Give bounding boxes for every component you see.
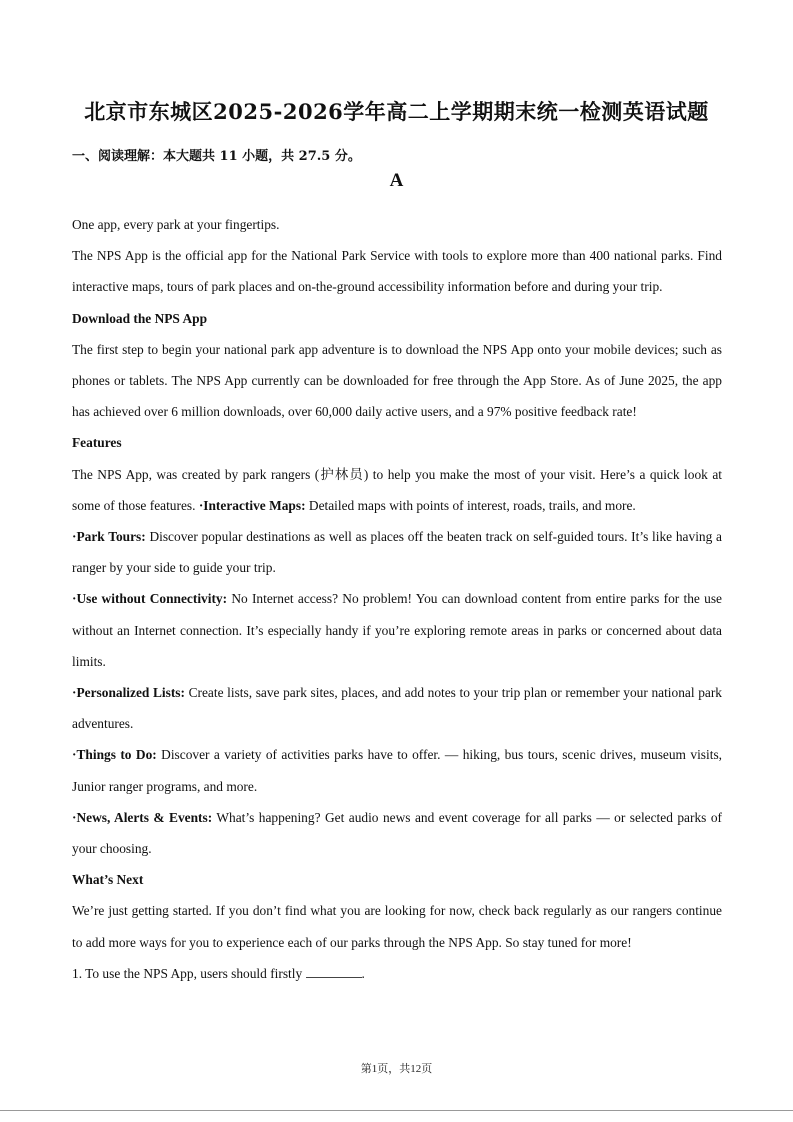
part-label: A <box>389 170 404 191</box>
paragraph-whats-next: We’re just getting started. If you don’t find what you are looking for now, check back regularly as our rangers continue to add more ways for you to experience each of our parks through the NPS App. So stay tuned for more! <box>72 903 722 950</box>
intro-line: One app, every park at your fingertips. <box>72 217 280 232</box>
feature-label: ·Park Tours: <box>72 529 146 545</box>
paragraph-features <box>72 459 722 521</box>
features-intro: The NPS App, was created by park rangers (护林员) to help you make the most of your visit. Here’s a quick look at some of those features. <box>72 466 722 513</box>
heading-features: Features <box>72 435 122 451</box>
page-divider <box>0 1110 793 1111</box>
feature-text: What’s happening? Get audio news and event coverage for all parks — or selected parks of your choosing. <box>72 809 722 857</box>
feature-label: ·News, Alerts & Events: <box>72 809 213 825</box>
feature-item <box>72 739 722 801</box>
heading-download: Download the NPS App <box>72 310 208 326</box>
heading-whats-next: What’s Next <box>72 872 144 888</box>
feature-label: ·Personalized Lists: <box>72 685 185 701</box>
feature-text: Detailed maps with points of interest, roads, trails, and more. <box>305 497 636 513</box>
paragraph-download: The first step to begin your national park app adventure is to download the NPS App onto your mobile devices; such as phones or tablets. The NPS App currently can be downloaded for free through the App Store. As of June 2025, the app has achieved over 6 million downloads, over 60,000 daily active users, and a 97% positive feedback rate! <box>72 341 722 420</box>
feature-text: Create lists, save park sites, places, and add notes to your trip plan or remember your national park adventures. <box>72 685 722 732</box>
feature-label: ·Use without Connectivity: <box>72 591 228 607</box>
feature-label: ·Things to Do: <box>72 747 157 763</box>
feature-text: No Internet access? No problem! You can download content from entire parks for the use without an Internet connection. It’s especially handy if you’re exploring remote areas in parks or concerned about data limits. <box>72 591 722 669</box>
feature-label: ·Interactive Maps: <box>198 497 306 513</box>
section-header: 一、阅读理解：本大题共 11 小题，共 27.5 分。 <box>72 149 361 164</box>
question-1-end: . <box>361 965 365 981</box>
feature-text: Discover popular destinations as well as places off the beaten track on self-guided tours. It’s like having a ranger by your side to guide your trip. <box>72 529 723 576</box>
question-1 <box>72 958 722 989</box>
page-footer: 第1页，共12页 <box>360 1063 433 1075</box>
feature-item <box>72 583 722 677</box>
feature-item <box>72 802 722 864</box>
document-title: 北京市东城区2025-2026学年高二上学期期末统一检测英语试题 <box>84 99 709 124</box>
question-1-text: 1. To use the NPS App, users should firstly <box>72 965 303 981</box>
feature-item <box>72 521 722 583</box>
answer-blank[interactable] <box>306 967 362 978</box>
feature-item <box>72 677 722 739</box>
paragraph-overview: The NPS App is the official app for the National Park Service with tools to explore more than 400 national parks. Find interactive maps, tours of park places and on-the-ground accessibility information before and during your trip. <box>72 248 722 295</box>
feature-text: Discover a variety of activities parks have to offer. — hiking, bus tours, scenic drives, museum visits, Junior ranger programs, and more. <box>72 747 723 794</box>
passage-body <box>72 209 722 989</box>
